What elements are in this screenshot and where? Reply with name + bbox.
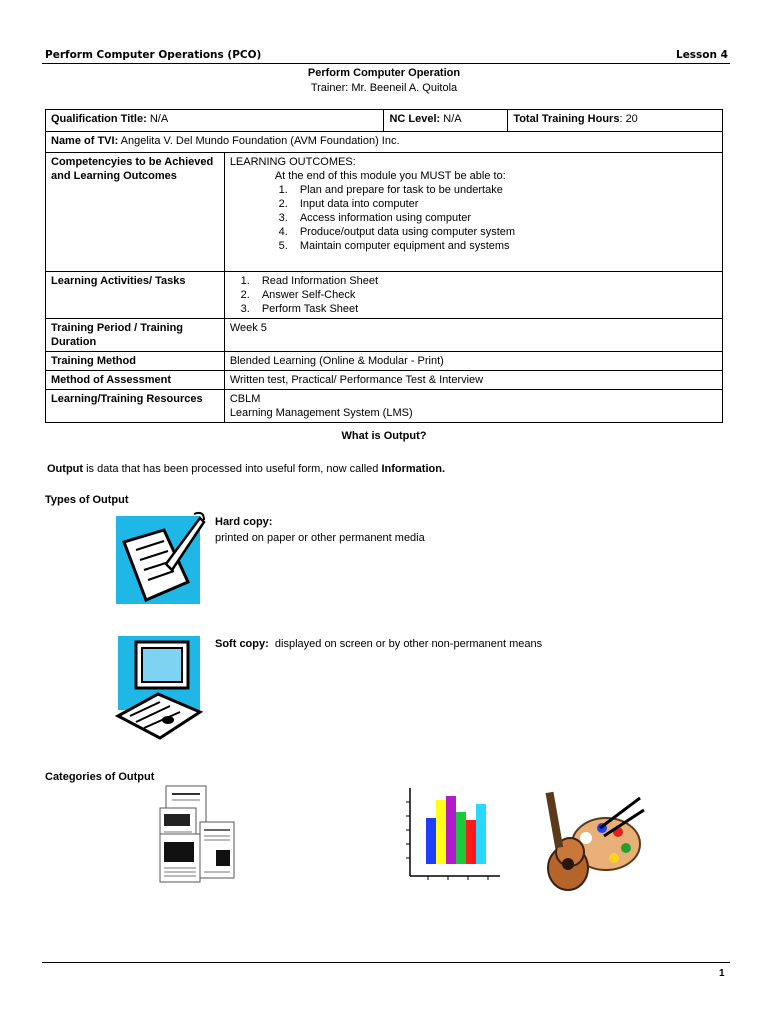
period-value: Week 5: [224, 319, 722, 352]
course-header: Perform Computer Operations (PCO): [45, 49, 262, 61]
soft-copy-label: Soft copy:: [215, 638, 269, 650]
hours-value: : 20: [619, 113, 638, 125]
qualification-value: N/A: [146, 113, 169, 125]
text-document-icon: [158, 784, 238, 886]
hours-cell: [508, 110, 723, 132]
hours-label: Total Training Hours: [513, 113, 620, 125]
tvi-label: Name of TVI:: [51, 135, 119, 147]
guitar-palette-icon: [540, 788, 648, 896]
lo-item: 4. Produce/output data using computer system: [278, 226, 516, 238]
soft-copy-desc: displayed on screen or by other non-permanent means: [274, 638, 543, 650]
competency-label: Competencyies to be Achieved and Learning Outcomes: [46, 153, 225, 272]
activities-cell: [224, 272, 722, 319]
lo-item: 2. Input data into computer: [278, 198, 419, 210]
activity-item: 1. Read Information Sheet: [240, 275, 378, 287]
tvi-cell: [46, 132, 723, 153]
lo-intro: At the end of this module you MUST be able to:: [274, 170, 506, 182]
hard-copy-label: Hard copy:: [215, 516, 273, 528]
types-heading: Types of Output: [45, 494, 129, 506]
lo-item: 1. Plan and prepare for task to be undertake: [278, 184, 503, 196]
document-writing-icon: [108, 510, 206, 607]
resources-line-1: CBLM: [229, 393, 261, 405]
assessment-value: Written test, Practical/ Performance Test & Interview: [224, 371, 722, 390]
method-value: Blended Learning (Online & Modular - Print): [224, 352, 722, 371]
assessment-label: Method of Assessment: [46, 371, 225, 390]
module-info-table: [45, 109, 723, 423]
lo-heading: LEARNING OUTCOMES:: [229, 156, 356, 168]
header-rule: [42, 63, 730, 64]
output-definition: [47, 463, 445, 475]
method-label: Training Method: [46, 352, 225, 371]
qualification-cell: [46, 110, 384, 132]
nc-level-label: NC Level:: [389, 113, 441, 125]
what-is-output-heading: What is Output?: [341, 430, 427, 442]
output-definition-text: is data that has been processed into useful form, now called: [83, 463, 382, 475]
qualification-label: Qualification Title:: [51, 113, 147, 125]
activities-list: [230, 274, 717, 316]
learning-outcomes-cell: [224, 153, 722, 272]
information-term: Information.: [381, 463, 446, 475]
tvi-value: Angelita V. Del Mundo Foundation (AVM Foundation) Inc.: [118, 135, 400, 147]
lo-item: 3. Access information using computer: [278, 212, 471, 224]
page-number: 1: [719, 968, 725, 979]
lo-list: [230, 183, 717, 253]
lesson-label: Lesson 4: [676, 49, 728, 61]
soft-copy-line: [215, 638, 542, 650]
bar-chart-icon: [404, 786, 504, 884]
output-term: Output: [47, 463, 84, 475]
resources-label: Learning/Training Resources: [46, 390, 225, 423]
document-title: Perform Computer Operation: [307, 67, 461, 79]
categories-heading: Categories of Output: [45, 771, 155, 783]
footer-rule: [42, 962, 730, 963]
computer-icon: [108, 632, 206, 744]
activity-item: 3. Perform Task Sheet: [240, 303, 359, 315]
hard-copy-desc: printed on paper or other permanent media: [215, 532, 425, 544]
nc-level-cell: [384, 110, 508, 132]
trainer-line: Trainer: Mr. Beeneil A. Quitola: [310, 82, 458, 94]
resources-cell: [224, 390, 722, 423]
lo-item: 5. Maintain computer equipment and systems: [278, 240, 510, 252]
nc-level-value: N/A: [440, 113, 462, 125]
resources-line-2: Learning Management System (LMS): [229, 407, 413, 419]
period-label: Training Period / Training Duration: [46, 319, 225, 352]
activity-item: 2. Answer Self-Check: [240, 289, 356, 301]
activities-label: Learning Activities/ Tasks: [46, 272, 225, 319]
